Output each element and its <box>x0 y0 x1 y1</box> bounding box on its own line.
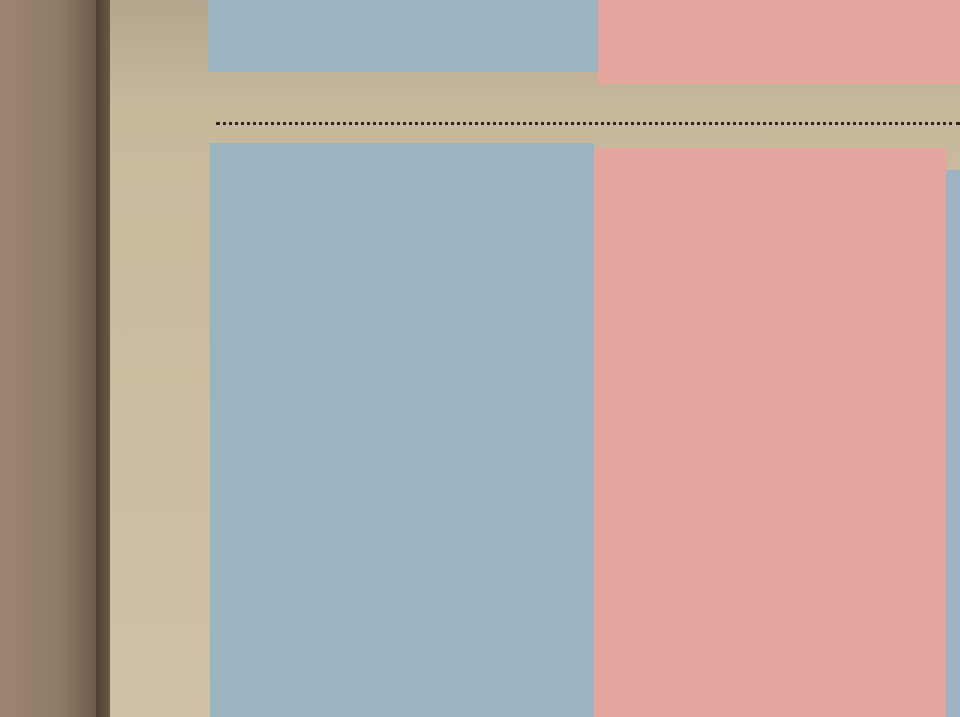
main-blue-panel <box>210 143 594 717</box>
section-title <box>208 108 960 125</box>
right-edge-blue-strip <box>946 170 960 717</box>
top-blue-panel <box>208 0 598 72</box>
main-pink-panel <box>594 148 946 717</box>
top-pink-panel <box>598 0 960 84</box>
left-page <box>0 0 100 717</box>
section-title-leader <box>216 108 960 125</box>
